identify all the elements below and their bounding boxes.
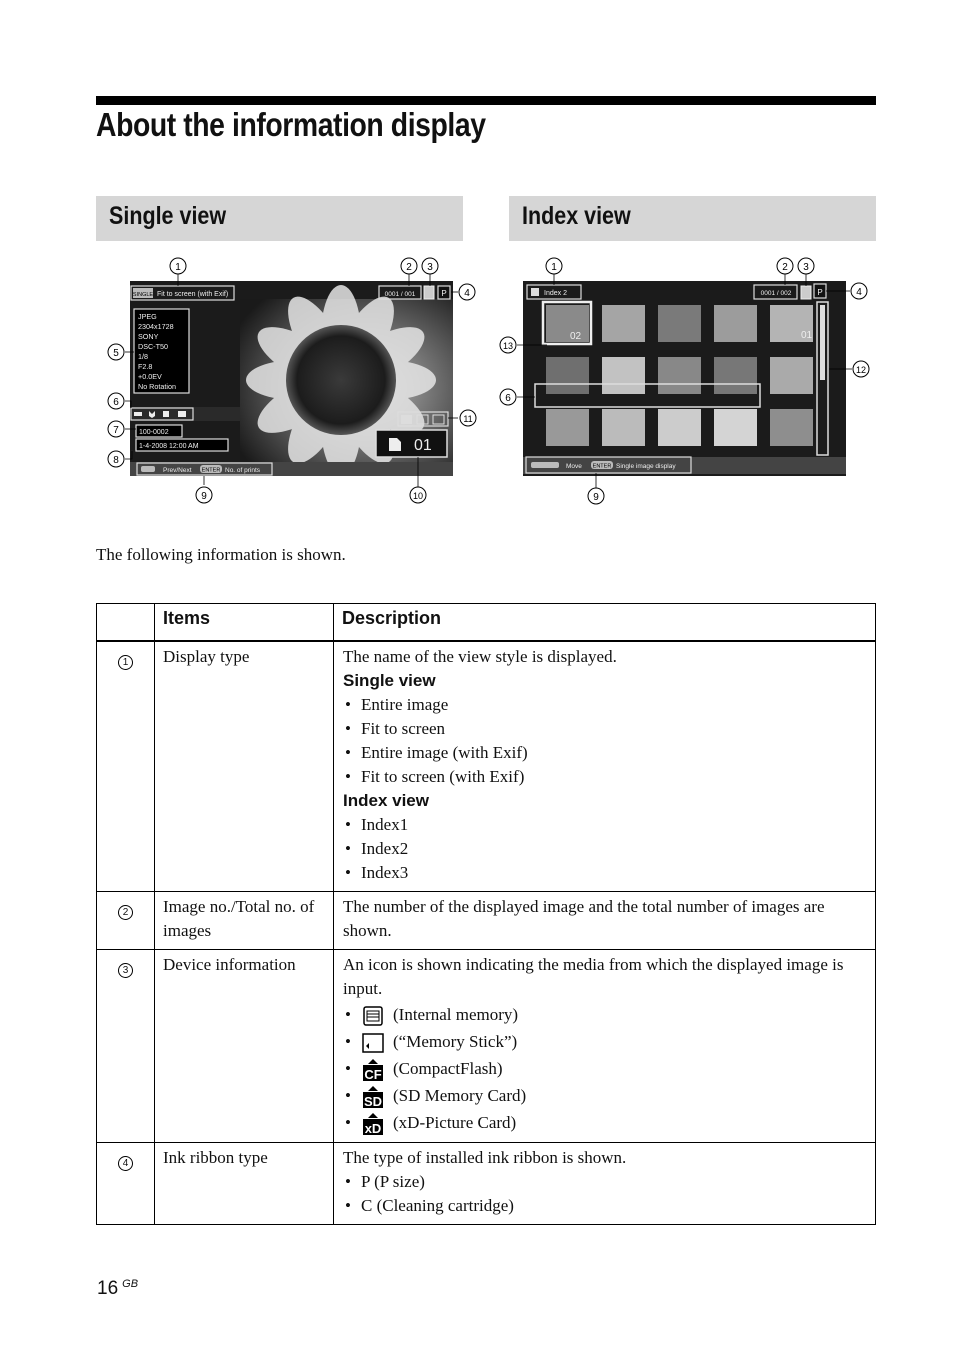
print-count-box	[376, 430, 447, 457]
list-item: • P (P size)	[343, 1170, 866, 1194]
list-item	[343, 1082, 866, 1109]
guide-text: Move	[566, 463, 582, 470]
row-number	[97, 1143, 155, 1225]
ribbon-text: P	[817, 288, 823, 297]
circled-number: 3	[118, 963, 133, 978]
list-item: • Entire image (with Exif)	[343, 741, 866, 765]
table-header-row	[97, 604, 876, 642]
list-item: • Fit to screen (with Exif)	[343, 765, 866, 789]
display-type-text: Fit to screen (with Exif)	[157, 291, 229, 298]
callout-number: 6	[505, 393, 511, 404]
thumbnail[interactable]	[714, 305, 757, 342]
image-count-text: 0001 / 001	[384, 291, 416, 298]
callout-number: 11	[463, 414, 473, 424]
exif-line: SONY	[138, 332, 159, 341]
thumbnail[interactable]	[714, 409, 757, 446]
callout-number: 3	[803, 262, 809, 273]
header-number	[97, 604, 155, 642]
media-label: (Internal memory)	[393, 1005, 519, 1024]
callout-number: 7	[113, 425, 119, 436]
section-title-single-view: Single view	[109, 202, 227, 230]
callout-number: 3	[427, 262, 433, 273]
sd-card-icon	[361, 1086, 385, 1108]
media-label: (SD Memory Card)	[393, 1086, 527, 1105]
list-item: • Index2	[343, 837, 866, 861]
guide-action-text: Single image display	[616, 463, 676, 470]
list-item: • Index3	[343, 861, 866, 885]
internal-memory-icon	[361, 1005, 385, 1027]
media-list	[343, 1001, 866, 1136]
exif-line: No Rotation	[138, 382, 176, 391]
row-number	[97, 950, 155, 1143]
ribbon-text: P	[441, 289, 447, 298]
subheading-index-view: Index view	[343, 791, 429, 810]
callout-number: 8	[113, 455, 119, 466]
description-cell	[334, 950, 876, 1143]
exif-line: F2.8	[138, 362, 153, 371]
callout-number: 2	[406, 262, 412, 273]
list-item	[343, 1109, 866, 1136]
display-type-text: Index 2	[544, 290, 567, 297]
section-header-index-view	[509, 196, 876, 241]
callout-number: 9	[201, 491, 207, 502]
table-row	[97, 1143, 876, 1225]
thumbnail[interactable]	[546, 357, 589, 394]
page-number-value: 16	[97, 1278, 119, 1299]
thumbnail[interactable]	[658, 357, 701, 394]
table-row	[97, 641, 876, 892]
thumbnail[interactable]	[770, 357, 813, 394]
circled-number: 4	[118, 1156, 133, 1171]
description-cell	[334, 641, 876, 892]
thumbnail[interactable]	[658, 409, 701, 446]
section-title-index-view: Index view	[522, 202, 631, 230]
xd-card-glyph: • xD	[364, 1121, 382, 1136]
ribbon-type-list	[343, 1170, 866, 1218]
description-cell	[334, 1143, 876, 1225]
thumbnail[interactable]	[714, 357, 757, 394]
callout-number: 13	[502, 341, 514, 351]
exif-line: 1/8	[138, 352, 148, 361]
circled-number: 2	[118, 905, 133, 920]
enter-key-text: ENTER	[592, 463, 612, 470]
header-items: Items	[155, 604, 334, 642]
guide-action-text: No. of prints	[225, 467, 261, 474]
item-ink-ribbon-type: Ink ribbon type	[155, 1143, 334, 1225]
callout-number: 9	[593, 492, 599, 503]
callout-number: 2	[782, 262, 788, 273]
xd-card-icon	[361, 1113, 385, 1135]
thumbnail[interactable]	[658, 305, 701, 342]
print-count-a: 02	[570, 331, 582, 342]
subheading-single-view: Single view	[343, 671, 436, 690]
intro-text: The following information is shown.	[96, 545, 346, 564]
callout-number: 10	[412, 491, 424, 501]
index-view-diagram	[495, 255, 885, 515]
thumbnail[interactable]	[770, 409, 813, 446]
callout-number: 5	[113, 348, 119, 359]
index-grid-icon	[531, 288, 539, 296]
folder-text: 100-0002	[139, 429, 169, 436]
list-item: • C (Cleaning cartridge)	[343, 1194, 866, 1218]
single-mode-tag-text: SINGLE	[132, 292, 154, 298]
row-number	[97, 892, 155, 950]
media-label: (CompactFlash)	[393, 1059, 503, 1078]
header-description: Description	[334, 604, 876, 642]
single-view-diagram	[96, 255, 486, 515]
row-number	[97, 641, 155, 892]
exif-line: DSC-T50	[138, 342, 168, 351]
title-rule	[96, 96, 876, 105]
callout-number: 1	[551, 262, 557, 273]
exif-line: JPEG	[138, 312, 157, 321]
list-item: • Index1	[343, 813, 866, 837]
description-text: The type of installed ink ribbon is shown.	[343, 1148, 627, 1167]
list-item	[343, 1028, 866, 1055]
media-label: (“Memory Stick”)	[393, 1032, 518, 1051]
item-display-type: Display type	[155, 641, 334, 892]
callout-number: 4	[856, 287, 862, 298]
single-view-icon	[401, 415, 412, 424]
sunflower-center	[286, 325, 396, 435]
circled-number: 1	[118, 655, 133, 670]
section-header-single-view	[96, 196, 463, 241]
single-view-list	[343, 693, 866, 789]
page-number	[97, 1278, 138, 1300]
print-count-text: 01	[414, 437, 432, 454]
item-image-number: Image no./Total no. of images	[155, 892, 334, 950]
item-device-information: Device information	[155, 950, 334, 1143]
compactflash-icon	[361, 1059, 385, 1081]
table-row	[97, 892, 876, 950]
memory-stick-icon	[361, 1032, 385, 1054]
thumbnail[interactable]	[602, 357, 645, 394]
description-text: The number of the displayed image and the total number of images are shown.	[334, 892, 876, 950]
print-count-b: 01	[801, 330, 813, 341]
thumbnail-grid	[546, 305, 813, 446]
exif-line: +0.0EV	[138, 372, 162, 381]
index-view-list	[343, 813, 866, 885]
guide-text: Prev/Next	[163, 467, 192, 474]
enter-key-text: ENTER	[201, 467, 221, 474]
information-table	[96, 603, 876, 1225]
date-text: 1-4-2008 12:00 AM	[139, 443, 199, 450]
compactflash-glyph: • CF	[364, 1067, 382, 1082]
exif-line: 2304x1728	[138, 322, 174, 331]
prev-next-icon	[141, 466, 155, 472]
device-icon	[801, 286, 811, 299]
table-row	[97, 950, 876, 1143]
thumbnail[interactable]	[546, 305, 589, 342]
list-item: • Fit to screen	[343, 717, 866, 741]
callout-number: 4	[464, 288, 470, 299]
image-count-text: 0001 / 002	[760, 290, 792, 297]
page-region-suffix: GB	[122, 1278, 139, 1290]
callout-number: 6	[113, 397, 119, 408]
thumbnail[interactable]	[602, 409, 645, 446]
description-text: An icon is shown indicating the media from which the displayed image is input.	[343, 955, 844, 998]
sd-card-glyph: • SD	[363, 1094, 383, 1109]
thumbnail[interactable]	[546, 409, 589, 446]
move-arrows-icon	[531, 462, 559, 468]
list-item	[343, 1001, 866, 1028]
list-item	[343, 1055, 866, 1082]
device-icon	[424, 286, 434, 299]
media-label: (xD-Picture Card)	[393, 1113, 517, 1132]
callout-number: 1	[175, 262, 181, 273]
scrollbar-thumb[interactable]	[820, 305, 825, 380]
description-text: The name of the view style is displayed.	[343, 647, 617, 666]
callout-number: 12	[855, 365, 867, 375]
page-title: About the information display	[96, 106, 486, 143]
thumbnail[interactable]	[602, 305, 645, 342]
list-item: • Entire image	[343, 693, 866, 717]
